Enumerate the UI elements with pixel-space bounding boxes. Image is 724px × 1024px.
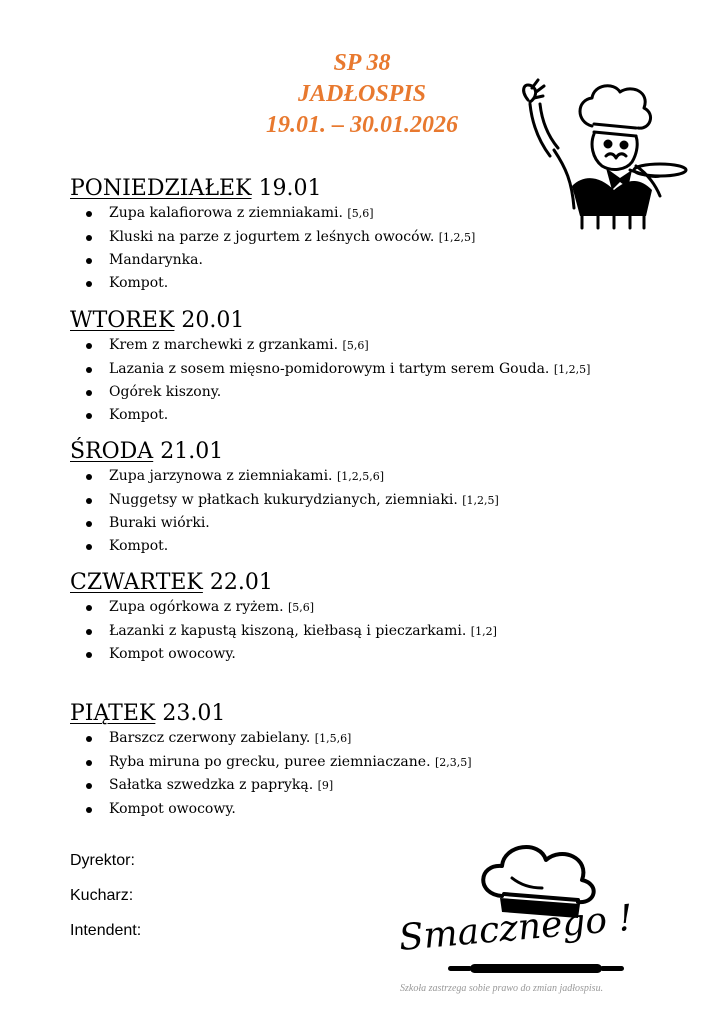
day-title: WTOREK 20.01 [70,308,245,333]
signature-cook: Kucharz: [70,887,134,904]
school-name: SP 38 [333,50,391,76]
list-item: Zupa kalafiorowa z ziemniakami. [5,6] [70,202,475,226]
list-item: Lazania z sosem mięsno-pomidorowym i tartym serem Gouda. [1,2,5] [70,358,590,382]
list-item: Barszcz czerwony zabielany. [1,5,6] [70,727,472,751]
list-item: Kompot. [70,535,499,558]
signature-quartermaster: Intendent: [70,922,142,939]
list-item: Kompot. [70,272,475,295]
list-item: Kompot owocowy. [70,643,497,666]
list-item: Kompot owocowy. [70,798,472,821]
meal-list [70,465,499,557]
list-item: Nuggetsy w płatkach kukurydzianych, ziemniaki. [1,2,5] [70,489,499,513]
disclaimer: Szkoła zastrzega sobie prawo do zmian jadłospisu. [400,983,604,994]
day-wednesday [70,439,499,557]
list-item: Kluski na parze z jogurtem z leśnych owoców. [1,2,5] [70,226,475,250]
chef-with-plate-icon [510,78,688,230]
meal-list [70,202,475,294]
list-item: Sałatka szwedzka z papryką. [9] [70,774,472,798]
menu-date-range: 19.01. – 30.01.2026 [266,112,458,138]
list-item: Mandarynka. [70,249,475,272]
meal-list [70,334,590,426]
meal-list [70,596,497,666]
day-monday [70,176,475,294]
day-title: PONIEDZIAŁEK 19.01 [70,176,322,201]
chef-hat-rolling-pin-icon [392,838,682,978]
day-friday [70,701,472,820]
list-item: Zupa ogórkowa z ryżem. [5,6] [70,596,497,620]
list-item: Łazanki z kapustą kiszoną, kiełbasą i pieczarkami. [1,2] [70,620,497,644]
list-item: Ryba miruna po grecku, puree ziemniaczane. [2,3,5] [70,751,472,775]
list-item: Ogórek kiszony. [70,381,590,404]
list-item: Buraki wiórki. [70,512,499,535]
list-item: Krem z marchewki z grzankami. [5,6] [70,334,590,358]
menu-title: JADŁOSPIS [297,81,427,107]
list-item: Zupa jarzynowa z ziemniakami. [1,2,5,6] [70,465,499,489]
day-title: ŚRODA 21.01 [70,439,224,464]
day-title: CZWARTEK 22.01 [70,570,273,595]
signature-director: Dyrektor: [70,852,135,869]
day-thursday [70,570,497,666]
meal-list [70,727,472,820]
day-tuesday [70,308,590,426]
day-title: PIĄTEK 23.01 [70,701,226,726]
list-item: Kompot. [70,404,590,427]
logo-text: Smacznego ! [397,897,635,959]
